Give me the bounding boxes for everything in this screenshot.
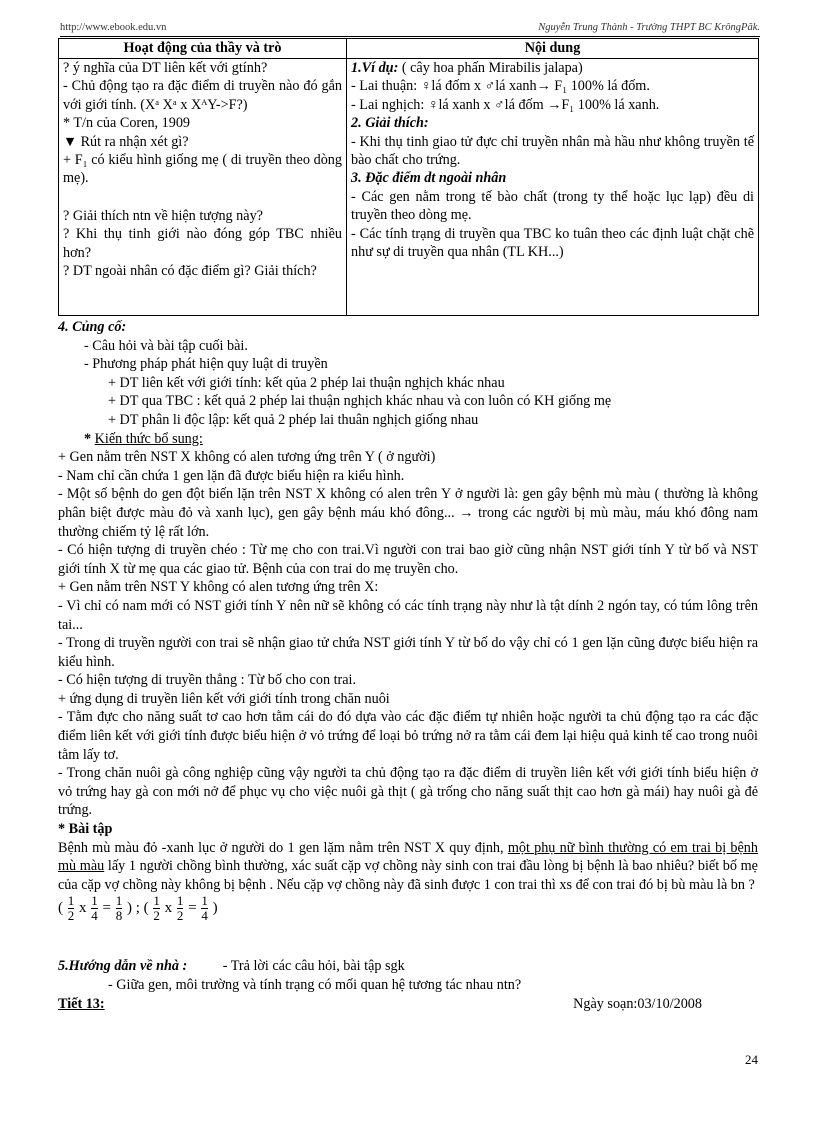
table-header-activities: Hoạt động của thầy và trò bbox=[59, 39, 347, 59]
page-number: 24 bbox=[745, 1052, 758, 1067]
supplement-label: Kiến thức bổ sung: bbox=[94, 430, 203, 447]
numerator: 1 bbox=[67, 893, 75, 909]
section-5-title: 5.Hướng dẫn về nhà : bbox=[58, 958, 188, 975]
fraction-one-quarter bbox=[201, 894, 208, 923]
paren-close: ) bbox=[212, 900, 218, 917]
equals-sign: = bbox=[188, 900, 197, 917]
numerator: 1 bbox=[115, 893, 123, 909]
bullet-line: + DT qua TBC : kết quả 2 phép lai thuận nghịch khác nhau và con luôn có KH giống mẹ bbox=[108, 393, 612, 410]
prep-date: Ngày soạn:03/10/2008 bbox=[573, 995, 702, 1012]
paragraph: + ứng dụng di truyền liên kết với giới tính trong chăn nuôi bbox=[58, 690, 390, 707]
text-line: - Lai thuận: ♀lá đốm x ♂lá xanh→ F₁ 100% lá đốm. bbox=[351, 78, 650, 95]
text-line: + F₁ có kiểu hình giống mẹ ( di truyền theo dòng mẹ). bbox=[63, 152, 342, 187]
lesson-footer-line bbox=[58, 995, 758, 1014]
lesson-table bbox=[58, 38, 759, 316]
text-line: - Lai nghịch: ♀lá xanh x ♂lá đốm →F₁ 100% lá xanh. bbox=[351, 96, 660, 113]
question-line: ? DT ngoài nhân có đặc điểm gì? Giải thích? bbox=[63, 263, 317, 280]
characteristics-heading: 3. Đặc điểm dt ngoài nhân bbox=[351, 170, 507, 187]
denominator: 4 bbox=[201, 908, 208, 924]
bullet-line: + DT phân li độc lập: kết quả 2 phép lai thuân nghịch giống nhau bbox=[108, 411, 479, 428]
example-line bbox=[351, 59, 754, 77]
text-line: - Chủ động tạo ra đặc điểm di truyền nào đó gắn với giới tính. (Xᵃ Xᵃ x XᴬY->F?) bbox=[63, 78, 342, 113]
fraction-one-half bbox=[68, 894, 75, 923]
denominator: 8 bbox=[115, 908, 123, 924]
explanation-heading: 2. Giải thích: bbox=[351, 115, 429, 132]
denominator: 2 bbox=[153, 908, 160, 924]
content-cell bbox=[347, 59, 759, 316]
bullet-line: + DT liên kết với giới tính: kết qủa 2 phép lai thuận nghịch khác nhau bbox=[108, 374, 505, 391]
fraction-one-half bbox=[177, 894, 184, 923]
example-heading: 1.Ví dụ: bbox=[351, 60, 399, 76]
paragraph: + Gen nằm trên NST Y không có alen tương ứng trên X: bbox=[58, 579, 379, 596]
bullet-line: - Câu hỏi và bài tập cuối bài. bbox=[84, 337, 248, 354]
table-header-content: Nội dung bbox=[347, 39, 759, 59]
numerator: 1 bbox=[176, 893, 184, 909]
numerator: 1 bbox=[91, 893, 98, 909]
question-line: ? Giải thích ntn về hiện tượng này? bbox=[63, 207, 263, 224]
question-line: ? Khi thụ tinh giới nào đóng góp TBC nhiều hơn? bbox=[63, 226, 342, 261]
supplement-star: * bbox=[84, 430, 95, 447]
times-sign: x bbox=[79, 900, 87, 917]
homework-item: - Giữa gen, môi trường và tính trạng có mối quan hệ tương tác nhau ntn? bbox=[108, 977, 522, 993]
next-lesson-label: Tiết 13: bbox=[58, 995, 105, 1012]
homework-item: - Trả lời các câu hỏi, bài tập sgk bbox=[222, 958, 405, 975]
paren-open: ( bbox=[58, 900, 63, 917]
header-url: http://www.ebook.edu.vn bbox=[60, 22, 167, 33]
numerator: 1 bbox=[153, 893, 160, 909]
blank-line bbox=[63, 188, 342, 207]
paragraph: - Có hiện tượng di truyền chéo : Từ mẹ cho con trai.Vì người con trai bao giờ cũng nhận NST giới tính Y từ bố và NST giới tính X từ mẹ qua các giao tử. Bệnh của con trai do mẹ truyền cho. bbox=[58, 542, 758, 577]
text-line: - Các gen nằm trong tế bào chất (trong ty thể hoặc lục lạp) đều di truyền theo dòng mẹ. bbox=[351, 188, 754, 224]
text-line: - Các tính trạng di truyền qua TBC ko tuân theo các định luật chặt chẽ như sự di truyền qua nhân (TL KH...) bbox=[351, 225, 754, 261]
page-header bbox=[60, 20, 760, 37]
paragraph: - Tằm đực cho năng suất tơ cao hơn tằm cái do đó dựa vào các đặc điểm tự nhiên hoặc người ta chủ động tạo ra các đặc điểm liên kết với giới tính được biểu hiện ở vỏ trứng để loại bỏ trứng nở ra tằm cái đem lại hiệu quả kinh tế cao trong nuôi tằm lấy tơ. bbox=[58, 709, 758, 763]
paragraph: + Gen nằm trên NST X không có alen tương ứng trên Y ( ở người) bbox=[58, 449, 436, 466]
fraction-one-eighth bbox=[116, 894, 123, 923]
main-body bbox=[58, 318, 758, 1013]
activities-cell bbox=[59, 59, 347, 316]
exercise-text bbox=[58, 839, 758, 895]
bullet-line: - Phương pháp phát hiện quy luật di truyền bbox=[84, 356, 328, 373]
formula-separator: ) ; ( bbox=[126, 900, 149, 917]
paragraph: - Một số bệnh do gen đột biến lặn trên NST X không có alen trên Y ở người là: gen gây bệnh mù màu ( thường là không phân biệt được màu đỏ và xanh lục), gen gây bệnh máu khó đông... → trong các người bị mù màu, máu khó đông nam thường chiếm tỷ lệ rất lớn. bbox=[58, 486, 758, 540]
exercise-underlined: một phụ nữ bình thường có em trai bị bệnh mù màu bbox=[58, 839, 758, 875]
exercise-part-1: Bệnh mù màu đỏ -xanh lục ở người do 1 gen lặm nằm trên NST X quy định, bbox=[58, 839, 508, 856]
text-line: * T/n của Coren, 1909 bbox=[63, 115, 191, 132]
paragraph: - Trong di truyền người con trai sẽ nhận giao tử chứa NST giới tính Y từ bố do vậy chỉ có 1 gen lặn cũng được biểu hiện ra kiểu hình. bbox=[58, 635, 758, 670]
paragraph: - Nam chỉ cần chứa 1 gen lặn đã được biểu hiện ra kiểu hình. bbox=[58, 467, 405, 484]
spacer bbox=[58, 923, 758, 957]
equals-sign: = bbox=[102, 900, 111, 917]
fraction-one-half bbox=[153, 894, 160, 923]
numerator: 1 bbox=[201, 893, 208, 909]
text-line: ▼ Rút ra nhận xét gì? bbox=[63, 133, 189, 150]
example-text: ( cây hoa phấn Mirabilis jalapa) bbox=[398, 60, 583, 76]
exercise-part-2: lấy 1 người chồng bình thường, xác suất cặp vợ chồng này sinh con trai đầu lòng bị bệnh là bao nhiêu? biết bố mẹ của cặp vợ chồng này không bị bệnh . Nếu cặp vợ chồng này đã sinh được 1 con trai thì xs để con trai đó bị bù màu là bn ? bbox=[58, 858, 758, 893]
supplement-heading bbox=[58, 430, 758, 449]
text-line: - Khi thụ tinh giao tử đực chỉ truyền nhân mà hầu như không truyền tế bào chất cho trứng. bbox=[351, 133, 754, 169]
section-4-title: 4. Củng cố: bbox=[58, 319, 127, 335]
paragraph: - Có hiện tượng di truyền thẳng : Từ bố cho con trai. bbox=[58, 672, 357, 689]
fraction-one-quarter bbox=[91, 894, 98, 923]
exercise-title: * Bài tập bbox=[58, 821, 113, 838]
denominator: 4 bbox=[91, 908, 98, 924]
denominator: 2 bbox=[176, 908, 184, 924]
probability-formula bbox=[58, 894, 758, 923]
paragraph: - Vì chỉ có nam mới có NST giới tính Y nên nữ sẽ không có các tính trạng này như là tật dính 2 ngón tay, có túm lông trên tai... bbox=[58, 597, 758, 633]
question-line: ? ý nghĩa của DT liên kết với gtính? bbox=[63, 60, 268, 76]
denominator: 2 bbox=[67, 908, 75, 924]
homework-line bbox=[58, 957, 758, 976]
paragraph: - Trong chăn nuôi gà công nghiệp cũng vậy người ta chủ động tạo ra đặc điểm di truyền liên kết với giới tính biểu hiện ở vỏ trứng hay gà con mới nở để phục vụ cho việc nuôi gà thịt ( gà trống cho năng suất thịt cao hơn gà mái) hay nuôi gà đẻ trứng. bbox=[58, 765, 758, 819]
times-sign: x bbox=[164, 900, 173, 917]
header-author: Nguyễn Trung Thành - Trường THPT BC KrôngPăk. bbox=[538, 22, 760, 33]
